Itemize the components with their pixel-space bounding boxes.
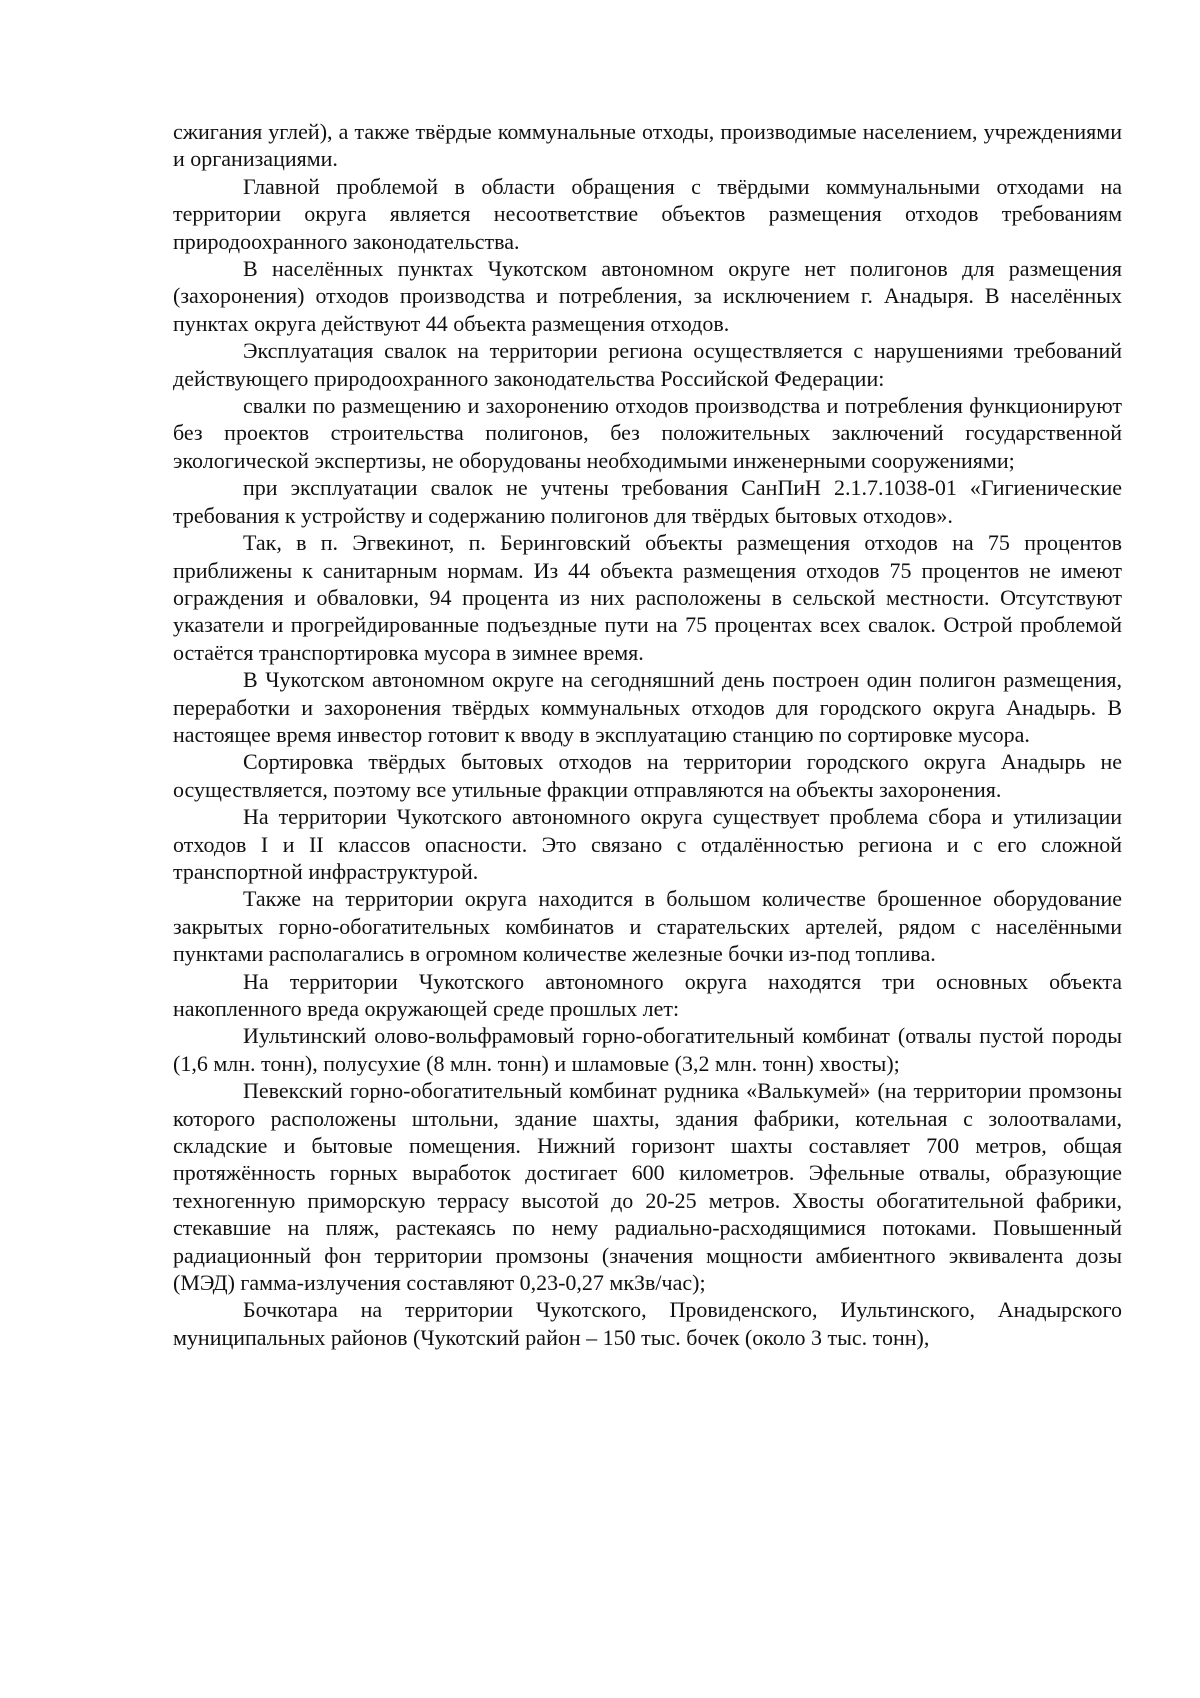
paragraph-abandoned-equipment: Также на территории округа находится в большом количестве брошенное оборудование закрытых горно-обогатительных комбинатов и старательских артелей, рядом с населёнными пунктами располагались в огромном количестве железные бочки из-под топлива. [173,886,1122,967]
paragraph-barrels: Бочкотара на территории Чукотского, Провиденского, Иультинского, Анадырского муниципальных районов (Чукотский район – 150 тыс. бочек (около 3 тыс. тонн), [173,1297,1122,1350]
paragraph-sanpin-requirements: при эксплуатации свалок не учтены требования СанПиН 2.1.7.1038-01 «Гигиенические требования к устройству и содержанию полигонов для твёрдых бытовых отходов». [173,475,1122,528]
paragraph-no-landfills: В населённых пунктах Чукотском автономном округе нет полигонов для размещения (захоронения) отходов производства и потребления, за исключением г. Анадыря. В населённых пунктах округа действуют 44 объекта размещения отходов. [173,256,1122,336]
paragraph-accumulated-harm: На территории Чукотского автономного округа находятся три основных объекта накопленного вреда окружающей среде прошлых лет: [173,968,1122,1021]
paragraph-continuation: сжигания углей), а также твёрдые коммунальные отходы, производимые населением, учреждениями и организациями. [173,119,1122,172]
document-page [173,118,1122,1351]
paragraph-anadyr-landfill: В Чукотском автономном округе на сегодняшний день построен один полигон размещения, переработки и захоронения твёрдых коммунальных отходов для городского округа Анадырь. В настоящее время инвестор готовит к вводу в эксплуатацию станцию по сортировке мусора. [173,667,1122,747]
paragraph-dumps-without-projects: свалки по размещению и захоронению отходов производства и потребления функционируют без проектов строительства полигонов, без положительных заключений государственной экологической экспертизы, не оборудованы необходимыми инженерными сооружениями; [173,393,1122,473]
paragraph-iultin-plant: Иультинский олово-вольфрамовый горно-обогатительный комбинат (отвалы пустой породы (1,6 млн. тонн), полусухие (8 млн. тонн) и шламовые (3,2 млн. тонн) хвосты); [173,1023,1122,1076]
paragraph-violations: Эксплуатация свалок на территории региона осуществляется с нарушениями требований действующего природоохранного законодательства Российской Федерации: [173,338,1122,391]
paragraph-main-problem: Главной проблемой в области обращения с твёрдыми коммунальными отходами на территории округа является несоответствие объектов размещения отходов требованиям природоохранного законодательства. [173,173,1122,254]
paragraph-hazard-classes: На территории Чукотского автономного округа существует проблема сбора и утилизации отходов I и II классов опасности. Это связано с отдалённостью региона и с его сложной транспортной инфраструктурой. [173,804,1122,884]
paragraph-pevek-plant: Певекский горно-обогатительный комбинат рудника «Валькумей» (на территории промзоны которого расположены штольни, здание шахты, здания фабрики, котельная с золоотвалами, складские и бытовые помещения. Нижний горизонт шахты составляет 700 метров, общая протяжённость горных выработок достигает 600 километров. Эфельные отвалы, образующие техногенную приморскую террасу высотой до 20-25 метров. Хвосты обогатительной фабрики, стекавшие на пляж, растекаясь по нему радиально-расходящимися потоками. Повышенный радиационный фон территории промзоны (значения мощности амбиентного эквивалента дозы (МЭД) гамма-излучения составляют 0,23-0,27 мкЗв/час); [173,1078,1122,1296]
paragraph-sorting: Сортировка твёрдых бытовых отходов на территории городского округа Анадырь не осуществляется, поэтому все утильные фракции отправляются на объекты захоронения. [173,749,1122,802]
paragraph-egvekinot: Так, в п. Эгвекинот, п. Беринговский объекты размещения отходов на 75 процентов приближены к санитарным нормам. Из 44 объекта размещения отходов 75 процентов не имеют ограждения и обваловки, 94 процента из них расположены в сельской местности. Отсутствуют указатели и прогрейдированные подъездные пути на 75 процентах всех свалок. Острой проблемой остаётся транспортировка мусора в зимнее время. [173,530,1122,665]
